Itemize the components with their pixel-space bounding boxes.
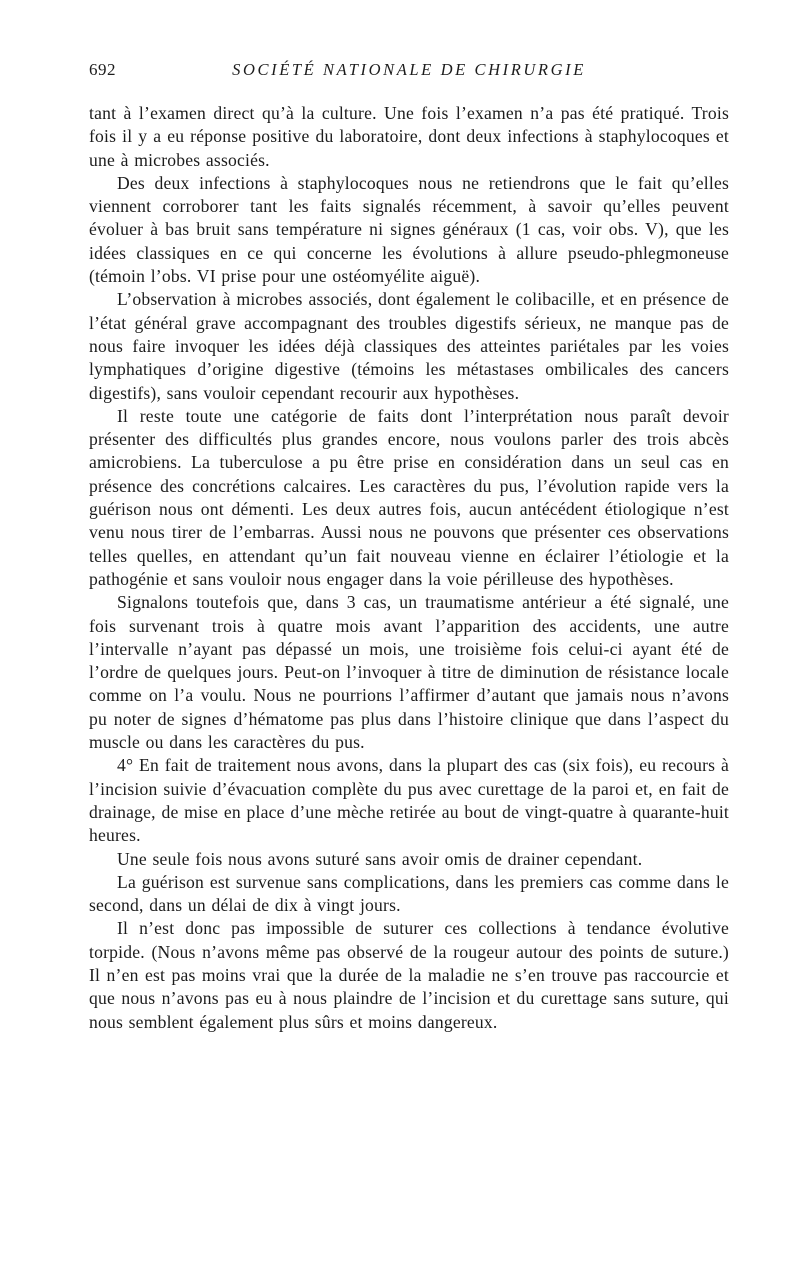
paragraph: La guérison est survenue sans complications, dans les premiers cas comme dans le second, dans un délai de dix à vingt jours.: [89, 871, 729, 916]
running-title: SOCIÉTÉ NATIONALE DE CHIRURGIE: [232, 60, 586, 79]
paragraph: Des deux infections à staphylocoques nous ne retiendrons que le fait qu’elles viennent corroborer tant les faits signalés récemment, à savoir qu’elles peuvent évoluer à bas bruit sans température ni signes généraux (1 cas, voir obs. V), que les idées classiques en ce qui concerne les évolutions à allure pseudo-phlegmoneuse (témoin l’obs. VI prise pour une ostéomyélite aiguë).: [89, 172, 729, 287]
paragraph: Il n’est donc pas impossible de suturer ces collections à tendance évolutive torpide. (Nous n’avons même pas observé de la rougeur autour des points de suture.) Il n’en est pas moins vrai que la durée de la maladie ne s’en trouve pas raccourcie et que nous n’avons pas eu à nous plaindre de l’incision et du curettage sans suture, qui nous semblent également plus sûrs et moins dangereux.: [89, 918, 729, 1032]
page-header: [89, 60, 729, 86]
page-number: 692: [89, 60, 116, 79]
paragraph: Une seule fois nous avons suturé sans avoir omis de drainer cependant.: [117, 848, 643, 869]
paragraph: Signalons toutefois que, dans 3 cas, un traumatisme antérieur a été signalé, une fois survenant trois à quatre mois avant l’apparition des accidents, une autre l’intervalle n’ayant pas dépassé un mois, une troisième fois celui-ci ayant été de l’ordre de quelques jours. Peut-on l’invoquer à titre de diminution de résistance locale comme on l’a voulu. Nous ne pourrions l’affirmer d’autant que jamais nous n’avons pu noter de signes d’hématome pas plus dans l’histoire clinique que dans l’aspect du muscle ou dans les caractères du pus.: [89, 592, 729, 753]
paragraph: tant à l’examen direct qu’à la culture. Une fois l’examen n’a pas été pratiqué. Trois fois il y a eu réponse positive du laboratoire, dont deux infections à staphylocoques et une à microbes associés.: [89, 103, 729, 170]
body-text: [89, 102, 729, 1034]
paragraph: Il reste toute une catégorie de faits dont l’interprétation nous paraît devoir présenter des difficultés plus grandes encore, nous voulons parler des trois abcès amicrobiens. La tuberculose a pu être prise en considération dans un seul cas en présence des concrétions calcaires. Les caractères du pus, l’évolution rapide vers la guérison nous ont démenti. Les deux autres fois, aucun antécédent étiologique n’est venu nous tirer de l’embarras. Aussi nous ne pouvons que présenter ces observations telles quelles, en attendant qu’un fait nouveau vienne en éclairer l’étiologie et la pathogénie et sans vouloir nous engager dans la voie périlleuse des hypothèses.: [89, 405, 729, 589]
paragraph: 4° En fait de traitement nous avons, dans la plupart des cas (six fois), eu recours à l’incision suivie d’évacuation complète du pus avec curettage de la paroi et, en fait de drainage, de mise en place d’une mèche retirée au bout de vingt-quatre à quarante-huit heures.: [89, 755, 729, 846]
paragraph: L’observation à microbes associés, dont également le colibacille, et en présence de l’état général grave accompagnant des troubles digestifs sérieux, ne manque pas de nous faire invoquer les idées déjà classiques des atteintes pariétales par les voies lymphatiques d’origine digestive (témoins les métastases ombilicales des cancers digestifs), sans vouloir cependant recourir aux hypothèses.: [89, 289, 729, 403]
